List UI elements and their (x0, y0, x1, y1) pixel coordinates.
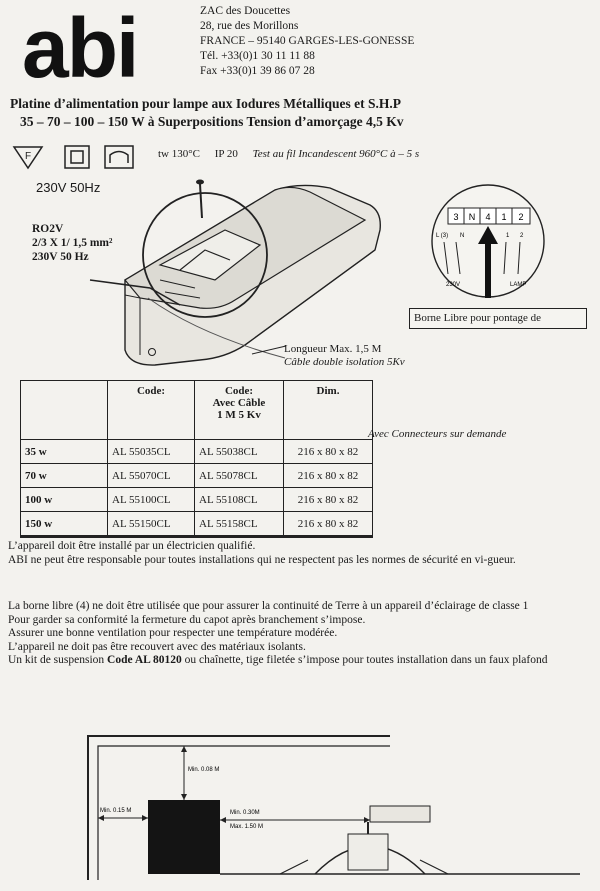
svg-text:2: 2 (520, 233, 524, 239)
table-cell: AL 55078CL (195, 464, 284, 488)
address-line: FRANCE – 95140 GARGES-LES-GONESSE (200, 35, 415, 47)
supply-voltage: 230V 50Hz (36, 180, 101, 195)
safety-instructions (8, 600, 548, 668)
cable-length-note (284, 343, 405, 369)
table-row (21, 488, 373, 512)
table-row (21, 440, 373, 464)
svg-text:F: F (24, 151, 32, 162)
svg-text:Min. 0.08 M: Min. 0.08 M (188, 767, 220, 773)
f-mark-icon (12, 144, 44, 170)
instruction-line: Assurer une bonne ventilation pour respecter une température modérée. (8, 627, 338, 639)
notice-line: L’appareil doit être installé par un électricien qualifié. (8, 540, 256, 552)
svg-text:N: N (468, 212, 476, 222)
instruction-line: L’appareil ne doit pas être recouvert avec des matériaux isolants. (8, 640, 306, 653)
table-header: Dim. (284, 381, 373, 440)
table-row (21, 512, 373, 537)
svg-text:Max. 1.50 M: Max. 1.50 M (230, 824, 264, 830)
max-length: Longueur Max. 1,5 M (284, 343, 382, 355)
table-cell: AL 55038CL (195, 440, 284, 464)
table-header: Code: Avec Câble 1 M 5 Kv (195, 381, 284, 440)
table-cell: 35 w (21, 440, 108, 464)
cable-voltage: 230V 50 Hz (32, 251, 89, 263)
table-header-row (21, 381, 373, 440)
svg-text:Min. 0.15 M: Min. 0.15 M (100, 808, 132, 814)
document-subtitle: 35 – 70 – 100 – 150 W à Superpositions Tension d’amorçage 4,5 Kv (20, 114, 404, 129)
table-cell: AL 55035CL (108, 440, 195, 464)
connector-detail (422, 182, 554, 300)
ip-rating: IP 20 (214, 148, 238, 160)
table-cell: 70 w (21, 464, 108, 488)
table-cell: 216 x 80 x 82 (284, 440, 373, 464)
cable-type: RO2V (32, 223, 64, 235)
svg-text:1: 1 (501, 212, 507, 222)
address-line: ZAC des Doucettes (200, 5, 291, 17)
table-cell: 216 x 80 x 82 (284, 512, 373, 537)
svg-text:Min. 0.30M: Min. 0.30M (230, 810, 260, 816)
table-cell: AL 55100CL (108, 488, 195, 512)
table-cell: 150 w (21, 512, 108, 537)
svg-text:1: 1 (506, 233, 510, 239)
instruction-line: Pour garder sa conformité la fermeture du capot après branchement s’impose. (8, 613, 366, 626)
ballast-drawing (30, 170, 390, 370)
table-header (21, 381, 108, 440)
table-cell: 216 x 80 x 82 (284, 488, 373, 512)
svg-text:3: 3 (453, 212, 459, 222)
company-logo: abi (22, 1, 138, 95)
table-cell: 100 w (21, 488, 108, 512)
instruction-line: Un kit de suspension Code AL 80120 ou chaînette, tige filetée s’impose pour toutes installation dans un faux plafond (8, 654, 548, 666)
free-terminal-label: Borne Libre pour pontage de (409, 308, 587, 329)
fax-line: Fax +33(0)1 39 86 07 28 (200, 65, 315, 77)
svg-text:LAMP: LAMP (510, 282, 527, 288)
table-cell: 216 x 80 x 82 (284, 464, 373, 488)
address-line: 28, rue des Morillons (200, 20, 299, 32)
installation-diagram (80, 728, 580, 888)
document-title: Platine d’alimentation pour lampe aux Iodures Métalliques et S.H.P (10, 96, 402, 111)
product-code-table (20, 380, 373, 538)
company-address (200, 4, 414, 79)
svg-text:N: N (460, 233, 465, 239)
svg-text:2: 2 (518, 212, 524, 222)
cable-section: 2/3 X 1/ 1,5 mm² (32, 237, 113, 249)
phone-line: Tél. +33(0)1 30 11 11 88 (200, 50, 315, 62)
svg-text:L (3): L (3) (436, 233, 449, 239)
double-insulation-icon (64, 145, 90, 169)
table-cell: AL 55150CL (108, 512, 195, 537)
table-cell: AL 55070CL (108, 464, 195, 488)
installer-notice (8, 540, 548, 567)
table-row (21, 464, 373, 488)
table-cell: AL 55108CL (195, 488, 284, 512)
notice-line: ABI ne peut être responsable pour toutes installations qui ne respectent pas les normes de sécurité en vi-gueur. (8, 553, 516, 566)
mounting-surface-icon (104, 145, 134, 169)
insulation-note: Câble double isolation 5Kv (284, 356, 405, 368)
suspension-kit-code: Code AL 80120 (107, 654, 182, 666)
table-header: Code: (108, 381, 195, 440)
temperature-rating: tw 130°C (158, 148, 200, 160)
connectors-note: Avec Connecteurs sur demande (368, 428, 507, 440)
instruction-line: La borne libre (4) ne doit être utilisée que pour assurer la continuité de Terre à un appareil d’éclairage de classe 1 (8, 600, 529, 612)
svg-text:4: 4 (485, 212, 491, 222)
table-cell: AL 55158CL (195, 512, 284, 537)
svg-text:230V: 230V (446, 282, 461, 288)
glow-wire-test: Test au fil Incandescent 960°C à – 5 s (252, 148, 420, 160)
spec-line (158, 148, 419, 160)
